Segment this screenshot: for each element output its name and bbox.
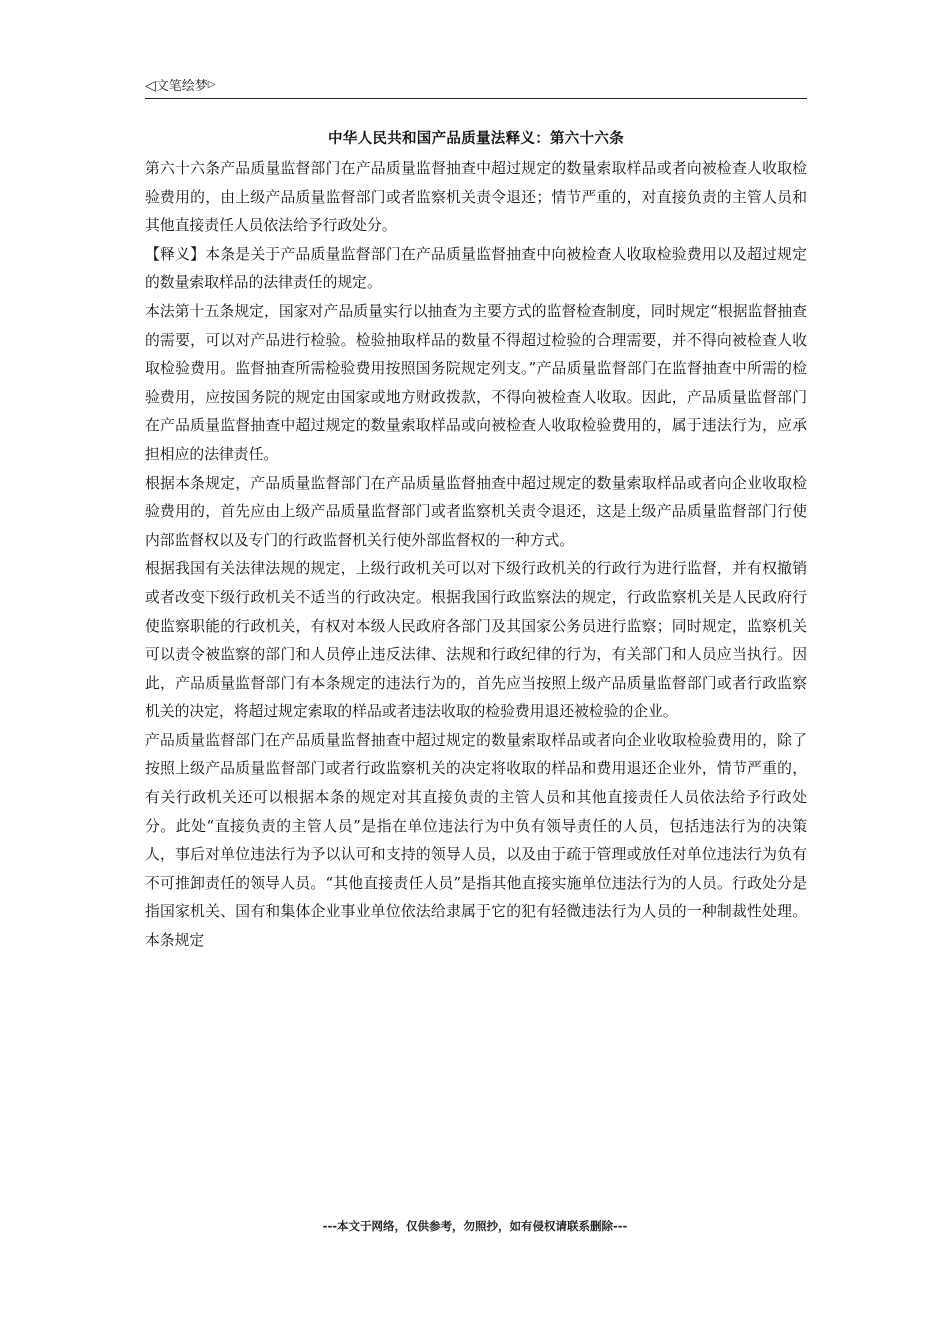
paragraph: 【释义】本条是关于产品质量监督部门在产品质量监督抽查中向被检查人收取检验费用以及超过规定的数量索取样品的法律责任的规定。: [145, 245, 807, 292]
document-title: 中华人民共和国产品质量法释义：第六十六条: [328, 131, 624, 147]
brand-name: 文笔绘梦: [155, 79, 208, 94]
brand-mark: [145, 76, 807, 96]
page-header: [145, 76, 807, 99]
paragraph: 产品质量监督部门在产品质量监督抽查中超过规定的数量索取样品或者向企业收取检验费用的，除了按照上级产品质量监督部门或者行政监察机关的决定将收取的样品和费用退还企业外，情节严重的，有关行政机关还可以根据本条的规定对其直接负责的主管人员和其他直接责任人员依法给予行政处分。此处“直接负责的主管人员”是指在单位违法行为中负有领导责任的人员，包括违法行为的决策人，事后对单位违法行为予以认可和支持的领导人员，以及由于疏于管理或放任对单位违法行为负有不可推卸责任的领导人员。“其他直接责任人员”是指其他直接实施单位违法行为的人员。行政处分是指国家机关、国有和集体企业事业单位依法给隶属于它的犯有轻微违法行为人员的一种制裁性处理。本条规定: [145, 731, 807, 950]
paragraph: 第六十六条产品质量监督部门在产品质量监督抽查中超过规定的数量索取样品或者向被检查人收取检验费用的，由上级产品质量监督部门或者监察机关责令退还；情节严重的，对直接负责的主管人员和其他直接责任人员依法给予行政处分。: [145, 160, 807, 235]
paragraph: 本法第十五条规定，国家对产品质量实行以抽查为主要方式的监督检查制度，同时规定“根据监督抽查的需要，可以对产品进行检验。检验抽取样品的数量不得超过检验的合理需要，并不得向被检查人收取检验费用。监督抽查所需检验费用按照国务院规定列支。”产品质量监督部门在监督抽查中所需的检验费用，应按国务院的规定由国家或地方财政拨款，不得向被检查人收取。因此，产品质量监督部门在产品质量监督抽查中超过规定的数量索取样品或向被检查人收取检验费用的，属于违法行为，应承担相应的法律责任。: [145, 302, 807, 463]
document-body: [145, 155, 807, 956]
left-triangle-icon: ◁: [145, 78, 156, 94]
paragraph: 根据我国有关法律法规的规定，上级行政机关可以对下级行政机关的行政行为进行监督，并有权撤销或者改变下级行政机关不适当的行政决定。根据我国行政监察法的规定，行政监察机关是人民政府行使监察职能的行政机关，有权对本级人民政府各部门及其国家公务员进行监察；同时规定，监察机关可以责令被监察的部门和人员停止违反法律、法规和行政纪律的行为，有关部门和人员应当执行。因此，产品质量监督部门有本条规定的违法行为的，首先应当按照上级产品质量监督部门或者行政监察机关的决定，将超过规定索取的样品或者违法收取的检验费用退还被检验的企业。: [145, 560, 807, 721]
paragraph: 根据本条规定，产品质量监督部门在产品质量监督抽查中超过规定的数量索取样品或者向企业收取检验费用的，首先应由上级产品质量监督部门或者监察机关责令退还，这是上级产品质量监督部门行使内部监督权以及专门的行政监督机关行使外部监督权的一种方式。: [145, 474, 807, 549]
footer-notice: ---本文于网络，仅供参考，勿照抄，如有侵权请联系删除---: [322, 1219, 628, 1233]
right-triangle-icon: ▷: [207, 79, 216, 90]
